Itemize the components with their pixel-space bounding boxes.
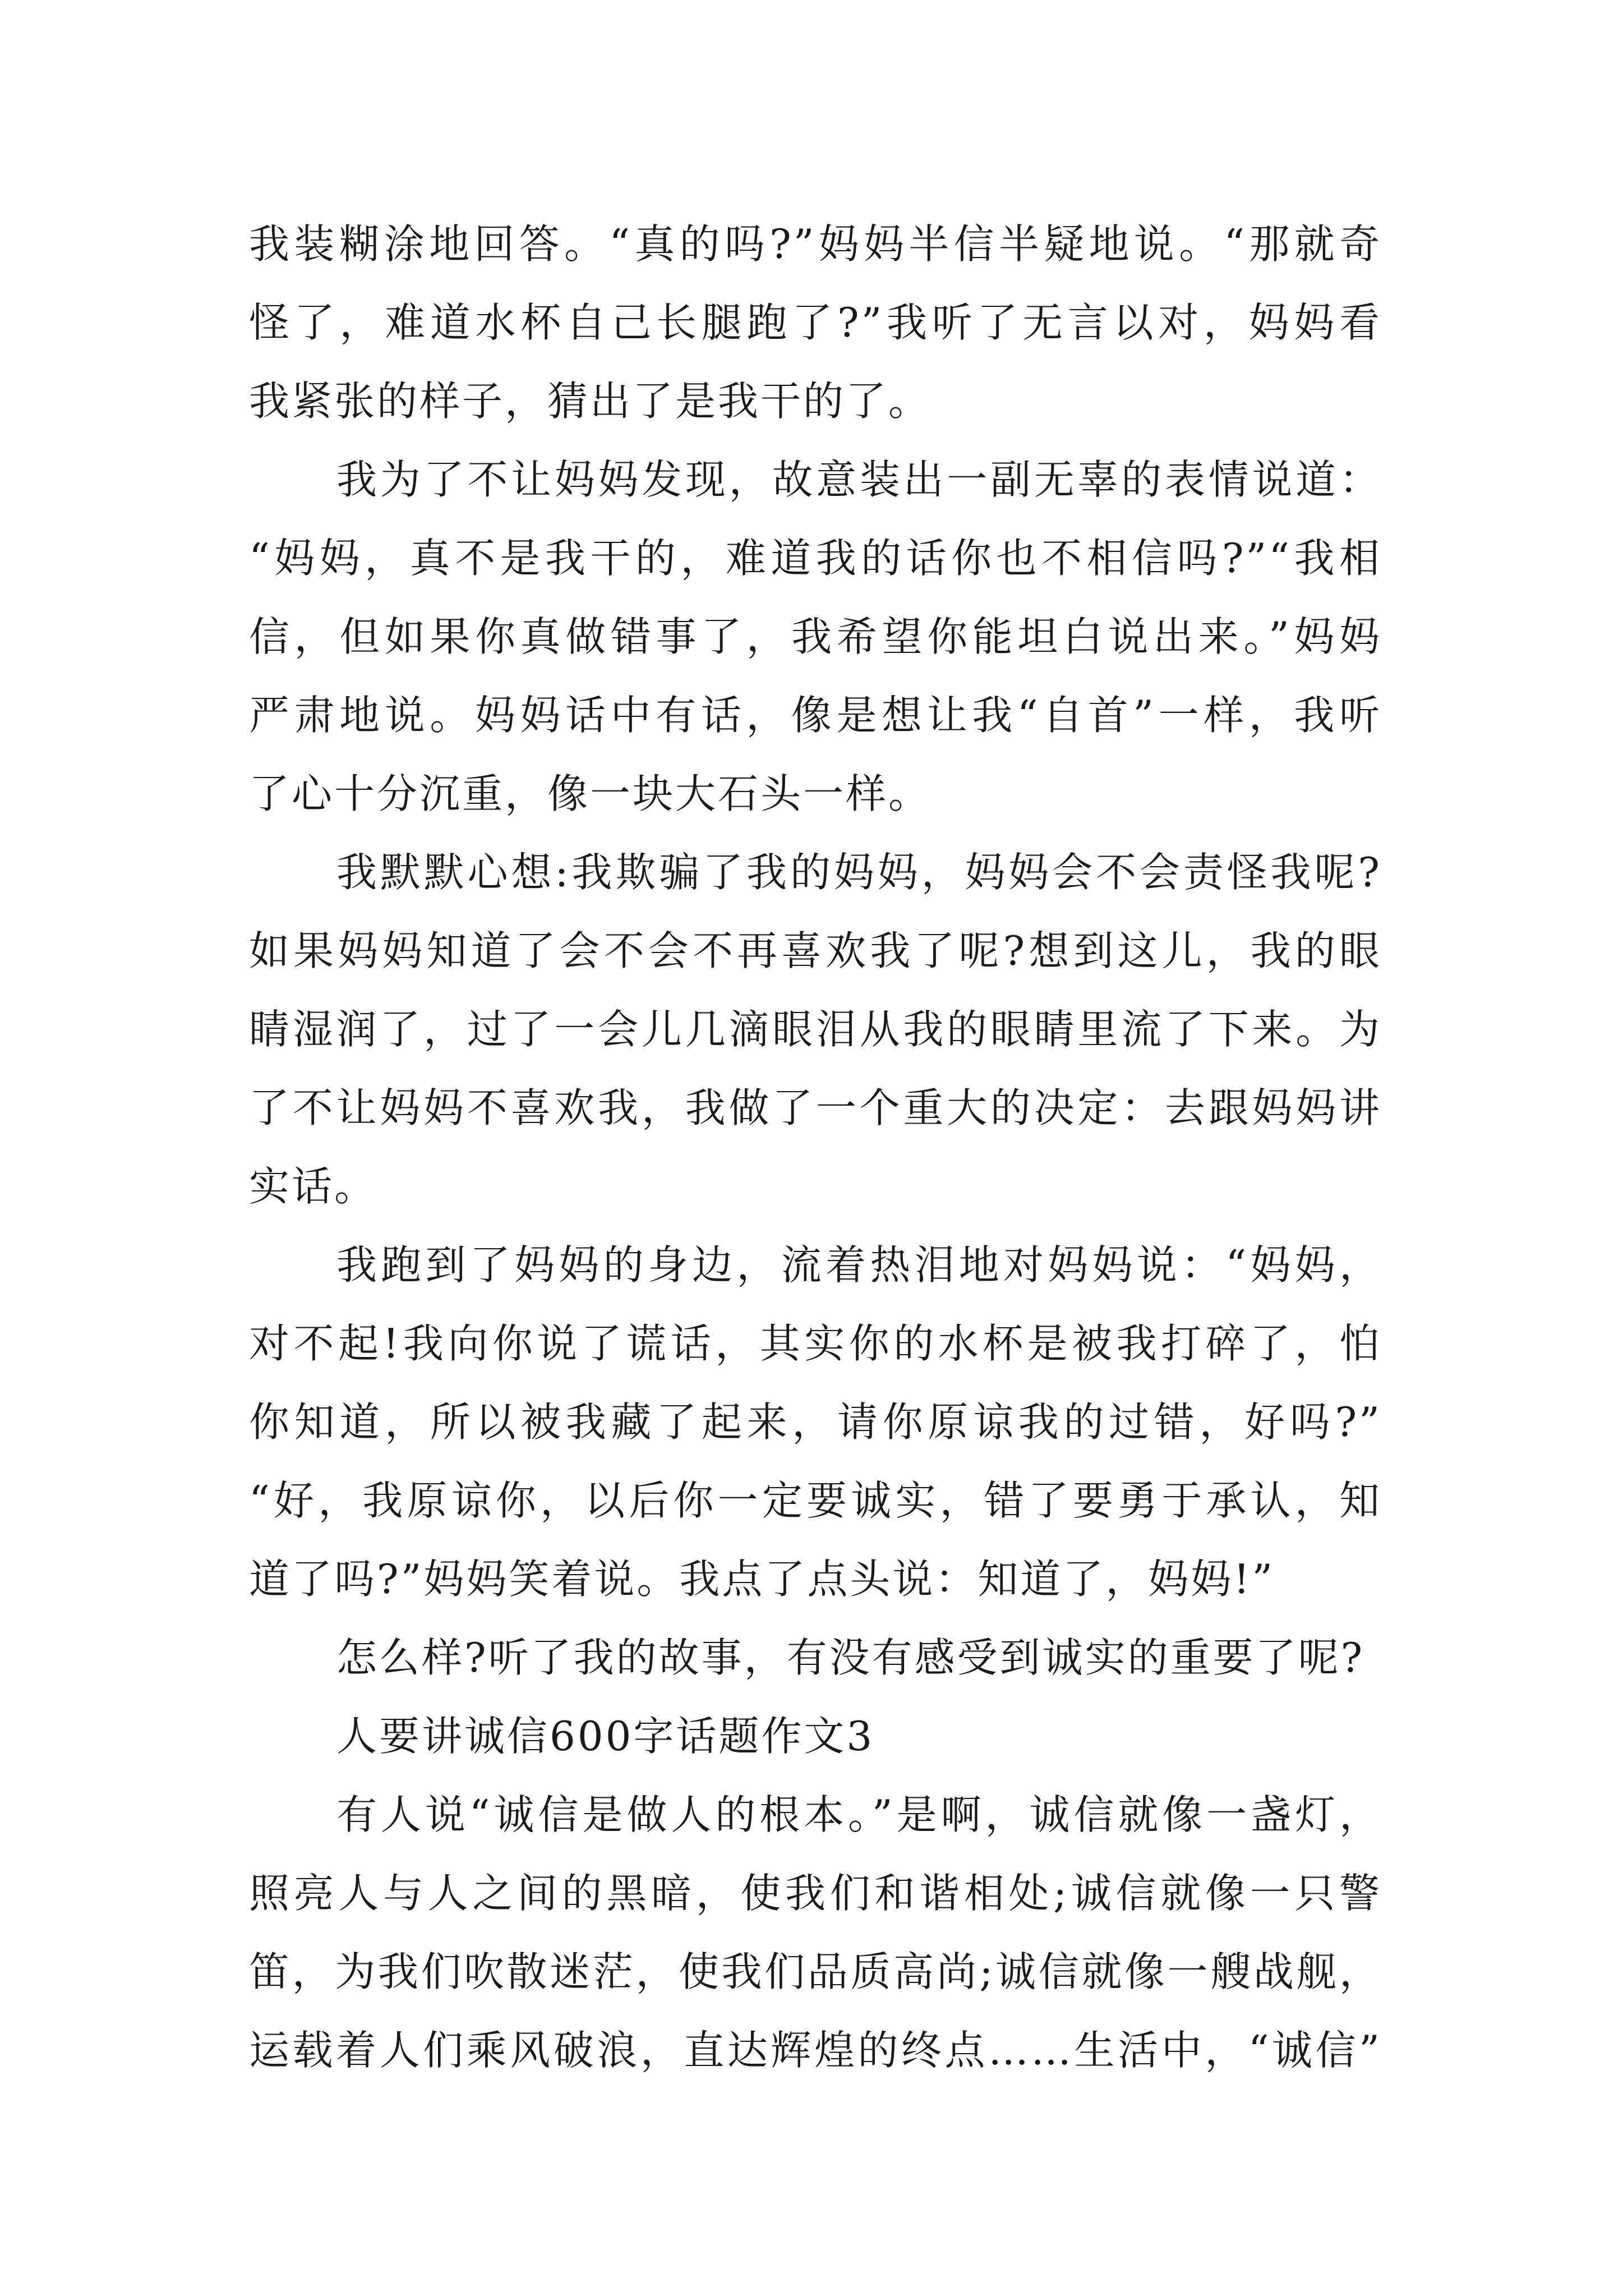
text-line-1: 我装糊涂地回答。“真的吗?”妈妈半信半疑地说。“那就奇: [249, 220, 1382, 268]
text-line-22: 照亮人与人之间的黑暗，使我们和谐相处;诚信就像一只警: [249, 1870, 1382, 1917]
text-line-11: 睛湿润了，过了一会儿几滴眼泪从我的眼睛里流了下来。为: [249, 1006, 1382, 1053]
text-line-18: 道了吗?”妈妈笑着说。我点了点头说：知道了，妈妈!”: [249, 1556, 1275, 1603]
text-line-23: 笛，为我们吹散迷茫，使我们品质高尚;诚信就像一艘战舰，: [249, 1948, 1382, 1995]
text-line-21: 有人说“诚信是做人的根本。”是啊，诚信就像一盏灯，: [336, 1791, 1382, 1838]
text-line-19: 怎么样?听了我的故事，有没有感受到诚实的重要了呢?: [336, 1634, 1365, 1681]
text-line-17: “好，我原谅你，以后你一定要诚实，错了要勇于承认，知: [249, 1477, 1382, 1524]
text-line-16: 你知道，所以被我藏了起来，请你原谅我的过错，好吗?”: [249, 1398, 1382, 1446]
section-heading: 人要讲诚信600字话题作文3: [336, 1713, 875, 1760]
text-line-14: 我跑到了妈妈的身边，流着热泪地对妈妈说：“妈妈，: [336, 1241, 1382, 1289]
text-line-12: 了不让妈妈不喜欢我，我做了一个重大的决定：去跟妈妈讲: [249, 1084, 1382, 1131]
text-line-7: 严肃地说。妈妈话中有话，像是想让我“自首”一样，我听: [249, 692, 1382, 739]
text-line-9: 我默默心想:我欺骗了我的妈妈，妈妈会不会责怪我呢?: [336, 849, 1382, 896]
text-line-13: 实话。: [249, 1163, 377, 1210]
text-line-10: 如果妈妈知道了会不会不再喜欢我了呢?想到这儿，我的眼: [249, 927, 1382, 974]
text-line-15: 对不起!我向你说了谎话，其实你的水杯是被我打碎了，怕: [249, 1320, 1382, 1367]
text-line-6: 信，但如果你真做错事了，我希望你能坦白说出来。”妈妈: [249, 613, 1382, 660]
text-line-8: 了心十分沉重，像一块大石头一样。: [249, 770, 932, 817]
text-line-4: 我为了不让妈妈发现，故意装出一副无辜的表情说道：: [336, 456, 1382, 503]
text-line-2: 怪了，难道水杯自己长腿跑了?”我听了无言以对，妈妈看: [249, 299, 1382, 346]
text-line-5: “妈妈，真不是我干的，难道我的话你也不相信吗?”“我相: [249, 535, 1382, 582]
text-line-3: 我紧张的样子，猜出了是我干的了。: [249, 378, 932, 425]
text-line-24: 运载着人们乘风破浪，直达辉煌的终点……生活中，“诚信”: [249, 2027, 1382, 2074]
